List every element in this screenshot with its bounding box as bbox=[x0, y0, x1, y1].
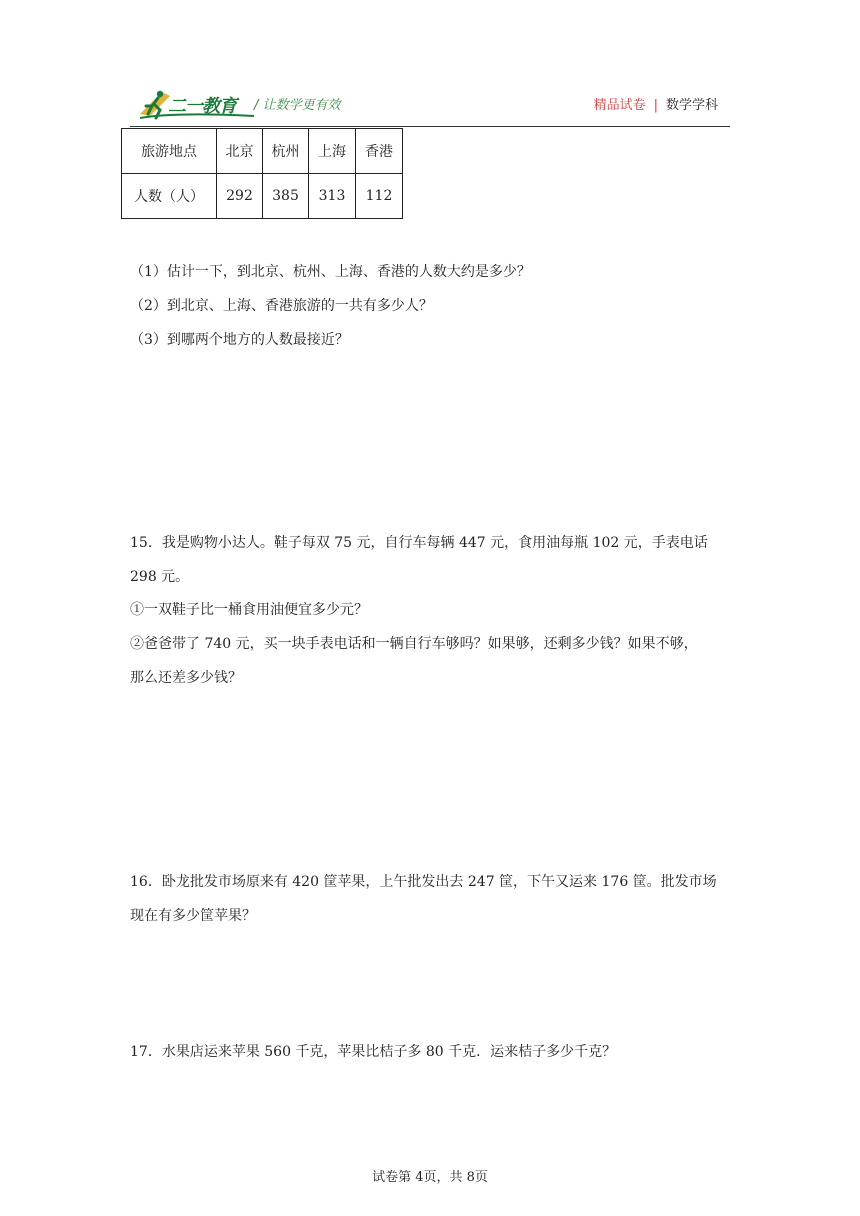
question-15-text-cont: 298 元。 bbox=[130, 569, 190, 585]
logo-text: 二一教育 bbox=[168, 96, 236, 117]
table-cell: 香港 bbox=[356, 129, 403, 174]
table-cell: 杭州 bbox=[263, 129, 309, 174]
table-row bbox=[122, 174, 403, 219]
question-16-text-cont: 现在有多少筐苹果？ bbox=[130, 908, 256, 924]
header-slogan: / 让数学更有效 bbox=[254, 98, 341, 113]
question-15-part-2: ②爸爸带了 740 元，买一块手表电话和一辆自行车够吗？如果够，还剩多少钱？如果不够， bbox=[130, 636, 698, 652]
question-16-text: 16．卧龙批发市场原来有 420 筐苹果，上午批发出去 247 筐，下午又运来 176 筐。批发市场 bbox=[130, 874, 717, 890]
table-header-row bbox=[122, 129, 403, 174]
table-cell: 上海 bbox=[309, 129, 356, 174]
question-17-text: 17．水果店运来苹果 560 千克，苹果比桔子多 80 千克．运来桔子多少千克？ bbox=[130, 1044, 617, 1060]
header-divider bbox=[130, 126, 730, 127]
header-label-subject: 数学学科 bbox=[665, 98, 718, 113]
table-cell: 385 bbox=[263, 174, 309, 219]
question-14-part-1: （1）估计一下，到北京、杭州、上海、香港的人数大约是多少？ bbox=[130, 264, 531, 280]
question-14-part-3: （3）到哪两个地方的人数最接近？ bbox=[130, 332, 349, 348]
tourism-table bbox=[121, 128, 403, 219]
table-cell: 112 bbox=[356, 174, 403, 219]
table-cell: 人数（人） bbox=[122, 174, 217, 219]
table-cell: 292 bbox=[217, 174, 263, 219]
question-15-part-1: ①一双鞋子比一桶食用油便宜多少元？ bbox=[130, 602, 368, 618]
question-15-part-2-cont: 那么还差多少钱？ bbox=[130, 670, 242, 686]
header-subject bbox=[594, 94, 718, 113]
page-footer: 试卷第 4页，共 8页 bbox=[372, 1170, 488, 1185]
header-separator: | bbox=[653, 98, 658, 113]
table-cell: 北京 bbox=[217, 129, 263, 174]
table-cell: 旅游地点 bbox=[122, 129, 217, 174]
header-label-red: 精品试卷 bbox=[593, 98, 646, 113]
question-14-part-2: （2）到北京、上海、香港旅游的一共有多少人？ bbox=[130, 298, 433, 314]
table-cell: 313 bbox=[309, 174, 356, 219]
question-15-text: 15．我是购物小达人。鞋子每双 75 元，自行车每辆 447 元，食用油每瓶 102 元，手表电话 bbox=[130, 535, 708, 551]
page-header bbox=[130, 84, 730, 128]
